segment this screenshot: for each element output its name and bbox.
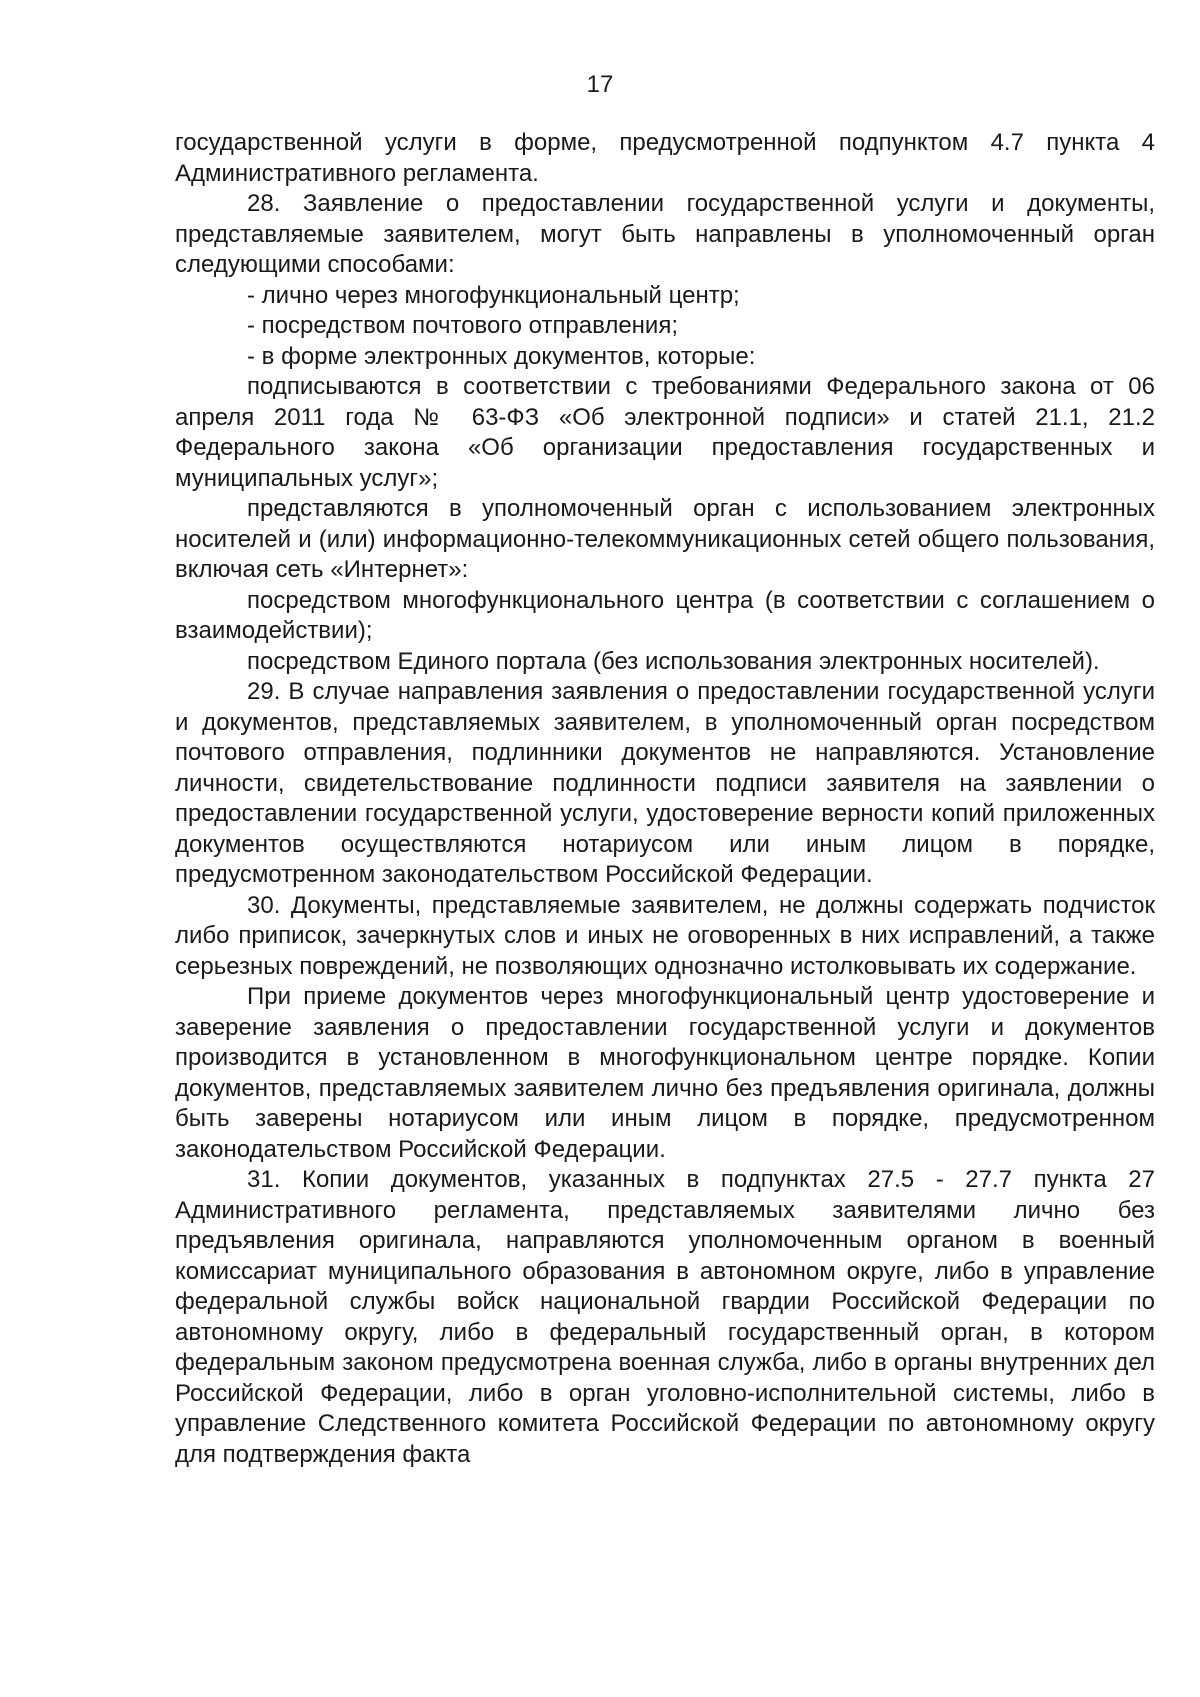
paragraph-submitted: представляются в уполномоченный орган с использованием электронных носителей и (или) информационно-телекоммуникационных сетей общего пользования, включая сеть «Интернет»:: [175, 495, 1155, 583]
list-item-electronic: - в форме электронных документов, которые:: [247, 342, 756, 370]
paragraph-continuation: государственной услуги в форме, предусмотренной подпунктом 4.7 пункта 4 Административного регламента.: [175, 129, 1155, 187]
list-item-in-person: - лично через многофункциональный центр;: [247, 281, 740, 309]
paragraph-28: 28. Заявление о предоставлении государственной услуги и документы, представляемые заявителем, могут быть направлены в уполномоченный орган следующими способами:: [175, 190, 1155, 278]
paragraph-via-portal: посредством Единого портала (без использования электронных носителей).: [247, 647, 1100, 675]
page-number: 17: [586, 71, 614, 98]
paragraph-via-mfc: посредством многофункционального центра (в соответствии с соглашением о взаимодействии);: [175, 586, 1155, 644]
paragraph-30: 30. Документы, представляемые заявителем, не должны содержать подчисток либо приписок, зачеркнутых слов и иных не оговоренных в них исправлений, а также серьезных повреждений, не позволяющих однозначно истолковывать их содержание.: [175, 891, 1155, 980]
paragraph-signed: подписываются в соответствии с требованиями Федерального закона от 06 апреля 2011 года № 63-ФЗ «Об электронной подписи» и статей 21.1, 21.2 Федерального закона «Об организации предоставления государственных и муниципальных услуг»;: [175, 373, 1155, 492]
paragraph-29: 29. В случае направления заявления о предоставлении государственной услуги и документов, представляемых заявителем, в уполномоченный орган посредством почтового отправления, подлинники документов не направляются. Установление личности, свидетельствование подлинности подписи заявителя на заявлении о предоставлении государственной услуги, удостоверение верности копий приложенных документов осуществляются нотариусом или иным лицом в порядке, предусмотренном законодательством Российской Федерации.: [175, 678, 1155, 888]
document-body: [175, 128, 1155, 1470]
paragraph-31: 31. Копии документов, указанных в подпунктах 27.5 - 27.7 пункта 27 Административного регламента, представляемых заявителями лично без предъявления оригинала, направляются уполномоченным органом в военный комиссариат муниципального образования в автономном округе, либо в управление федеральной службы войск национальной гвардии Российской Федерации по автономному округу, либо в федеральный государственный орган, в котором федеральным законом предусмотрена военная служба, либо в органы внутренних дел Российской Федерации, либо в орган уголовно-исполнительной системы, либо в управление Следственного комитета Российской Федерации по автономному округу для подтверждения факта: [175, 1166, 1155, 1468]
paragraph-mfc-reception: При приеме документов через многофункциональный центр удостоверение и заверение заявления о предоставлении государственной услуги и документов производится в установленном в многофункциональном центре порядке. Копии документов, представляемых заявителем лично без предъявления оригинала, должны быть заверены нотариусом или иным лицом в порядке, предусмотренном законодательством Российской Федерации.: [175, 983, 1155, 1163]
list-item-by-mail: - посредством почтового отправления;: [247, 312, 679, 339]
